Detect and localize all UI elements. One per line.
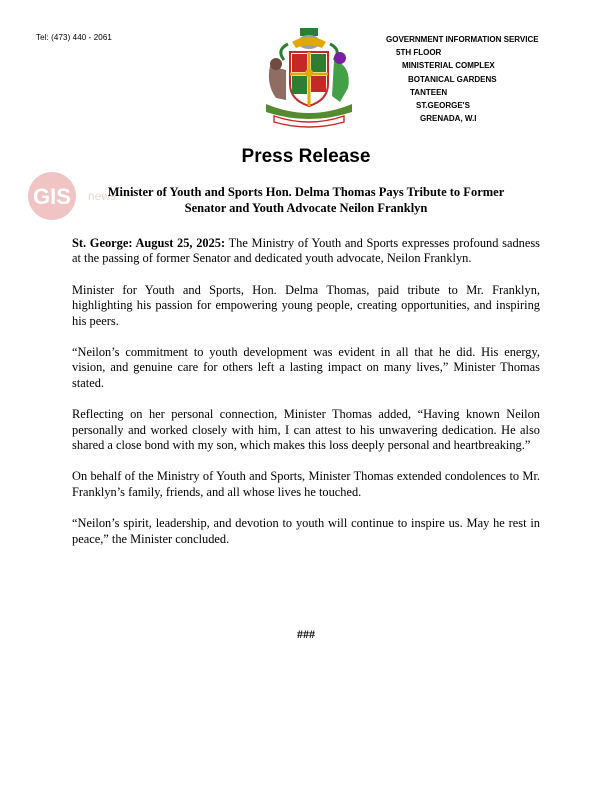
- headline: [72, 184, 540, 216]
- address-line: 5TH FLOOR: [396, 48, 442, 58]
- paragraph: “Neilon’s spirit, leadership, and devotion to youth will continue to inspire us. May he rest in peace,” the Minister concluded.: [72, 516, 540, 546]
- watermark-sub-text: news: [88, 189, 117, 203]
- page-title: Press Release: [241, 146, 371, 167]
- coat-of-arms-emblem: [256, 26, 362, 132]
- paragraph: On behalf of the Ministry of Youth and Sports, Minister Thomas extended condolences to Mr. Franklyn’s family, friends, and all whose lives he touched.: [72, 469, 540, 499]
- headline-line: Minister of Youth and Sports Hon. Delma Thomas Pays Tribute to Former: [107, 185, 505, 199]
- address-line: TANTEEN: [410, 87, 448, 97]
- paragraph: [72, 236, 540, 267]
- paragraph: Reflecting on her personal connection, Minister Thomas added, “Having known Neilon personally and worked closely with him, I can attest to his unwavering dedication. He also shared a close bond with my son, which makes this loss deeply personal and heartbreaking.”: [72, 407, 540, 453]
- address-line: GRENADA, W.I: [420, 114, 477, 124]
- address-line: BOTANICAL GARDENS: [408, 74, 497, 84]
- telephone-number: Tel: (473) 440 - 2061: [36, 33, 112, 42]
- article-body: [72, 236, 540, 563]
- paragraph: “Neilon’s commitment to youth development was evident in all that he did. His energy, vision, and genuine care for others left a lasting impact on many lives,” Minister Thomas stated.: [72, 345, 540, 390]
- address-line: MINISTERIAL COMPLEX: [402, 61, 495, 71]
- dateline: St. George: August 25, 2025:: [72, 236, 226, 250]
- address-line: ST.GEORGE'S: [416, 101, 470, 111]
- address-line: GOVERNMENT INFORMATION SERVICE: [386, 35, 539, 44]
- paragraph: Minister for Youth and Sports, Hon. Delma Thomas, paid tribute to Mr. Franklyn, highlighting his passion for empowering young people, creating opportunities, and inspiring his peers.: [72, 282, 540, 328]
- address-block: [386, 33, 586, 125]
- end-mark: ###: [297, 627, 315, 641]
- paragraph-text: The Ministry of Youth and Sports expresses profound sadness at the passing of former Senator and dedicated youth advocate, Neilon Franklyn.: [72, 236, 540, 266]
- headline-line: Senator and Youth Advocate Neilon Franklyn: [184, 201, 428, 215]
- watermark-logo-text: GIS: [33, 184, 71, 209]
